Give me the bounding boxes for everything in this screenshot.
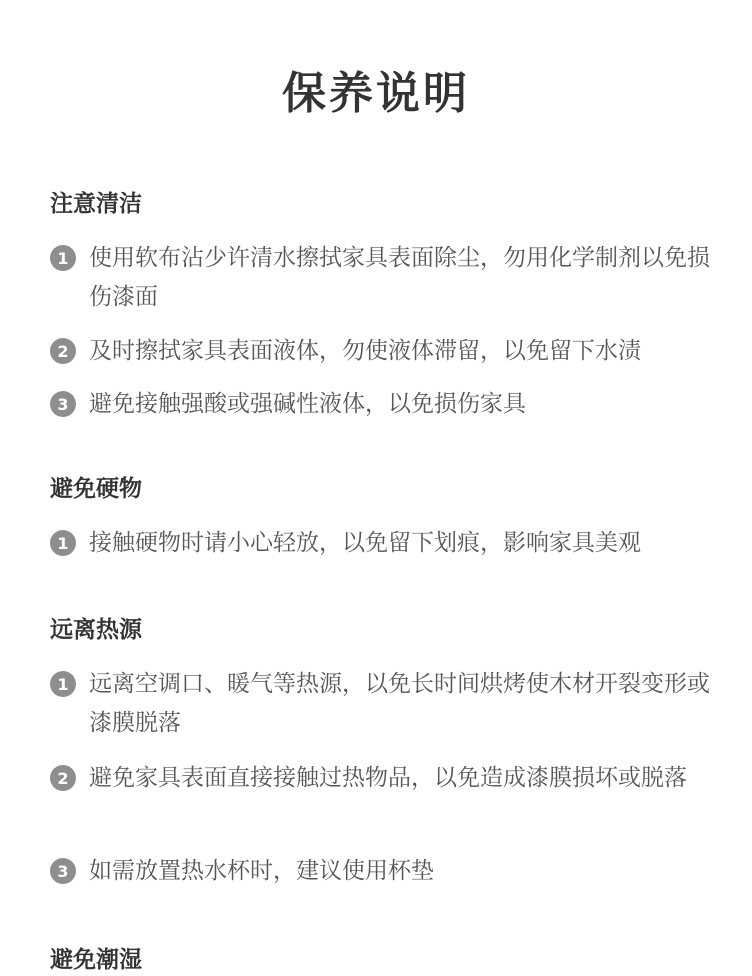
list-item-text: 远离空调口、暖气等热源，以免长时间烘烤使木材开裂变形或漆膜脱落 bbox=[89, 671, 710, 736]
section-heading-cleaning: 注意清洁 bbox=[50, 191, 142, 217]
number-badge: 2 bbox=[50, 338, 76, 364]
section-heading-hard-objects: 避免硬物 bbox=[50, 476, 142, 502]
list-item-text: 避免接触强酸或强碱性液体，以免损伤家具 bbox=[89, 391, 526, 417]
number-badge: 1 bbox=[50, 245, 76, 271]
page-title: 保养说明 bbox=[282, 68, 470, 119]
list-item-text: 避免家具表面直接接触过热物品，以免造成漆膜损坏或脱落 bbox=[89, 765, 687, 791]
list-item-text: 及时擦拭家具表面液体，勿使液体滞留，以免留下水渍 bbox=[89, 338, 641, 364]
section-heading-heat: 远离热源 bbox=[50, 617, 142, 643]
list-item-text: 使用软布沾少许清水擦拭家具表面除尘，勿用化学制剂以免损伤漆面 bbox=[89, 245, 710, 310]
section-heading-moisture: 避免潮湿 bbox=[50, 947, 142, 973]
list-item bbox=[50, 759, 720, 798]
number-badge: 1 bbox=[50, 671, 76, 697]
list-item-text: 如需放置热水杯时，建议使用杯垫 bbox=[89, 858, 434, 884]
list-item bbox=[50, 852, 720, 891]
number-badge: 3 bbox=[50, 391, 76, 417]
number-badge: 3 bbox=[50, 858, 76, 884]
number-badge: 2 bbox=[50, 765, 76, 791]
list-item bbox=[50, 332, 720, 371]
list-item bbox=[50, 524, 720, 563]
list-item bbox=[50, 665, 720, 743]
number-badge: 1 bbox=[50, 530, 76, 556]
list-item bbox=[50, 239, 720, 317]
list-item bbox=[50, 385, 720, 424]
list-item-text: 接触硬物时请小心轻放，以免留下划痕，影响家具美观 bbox=[89, 530, 641, 556]
